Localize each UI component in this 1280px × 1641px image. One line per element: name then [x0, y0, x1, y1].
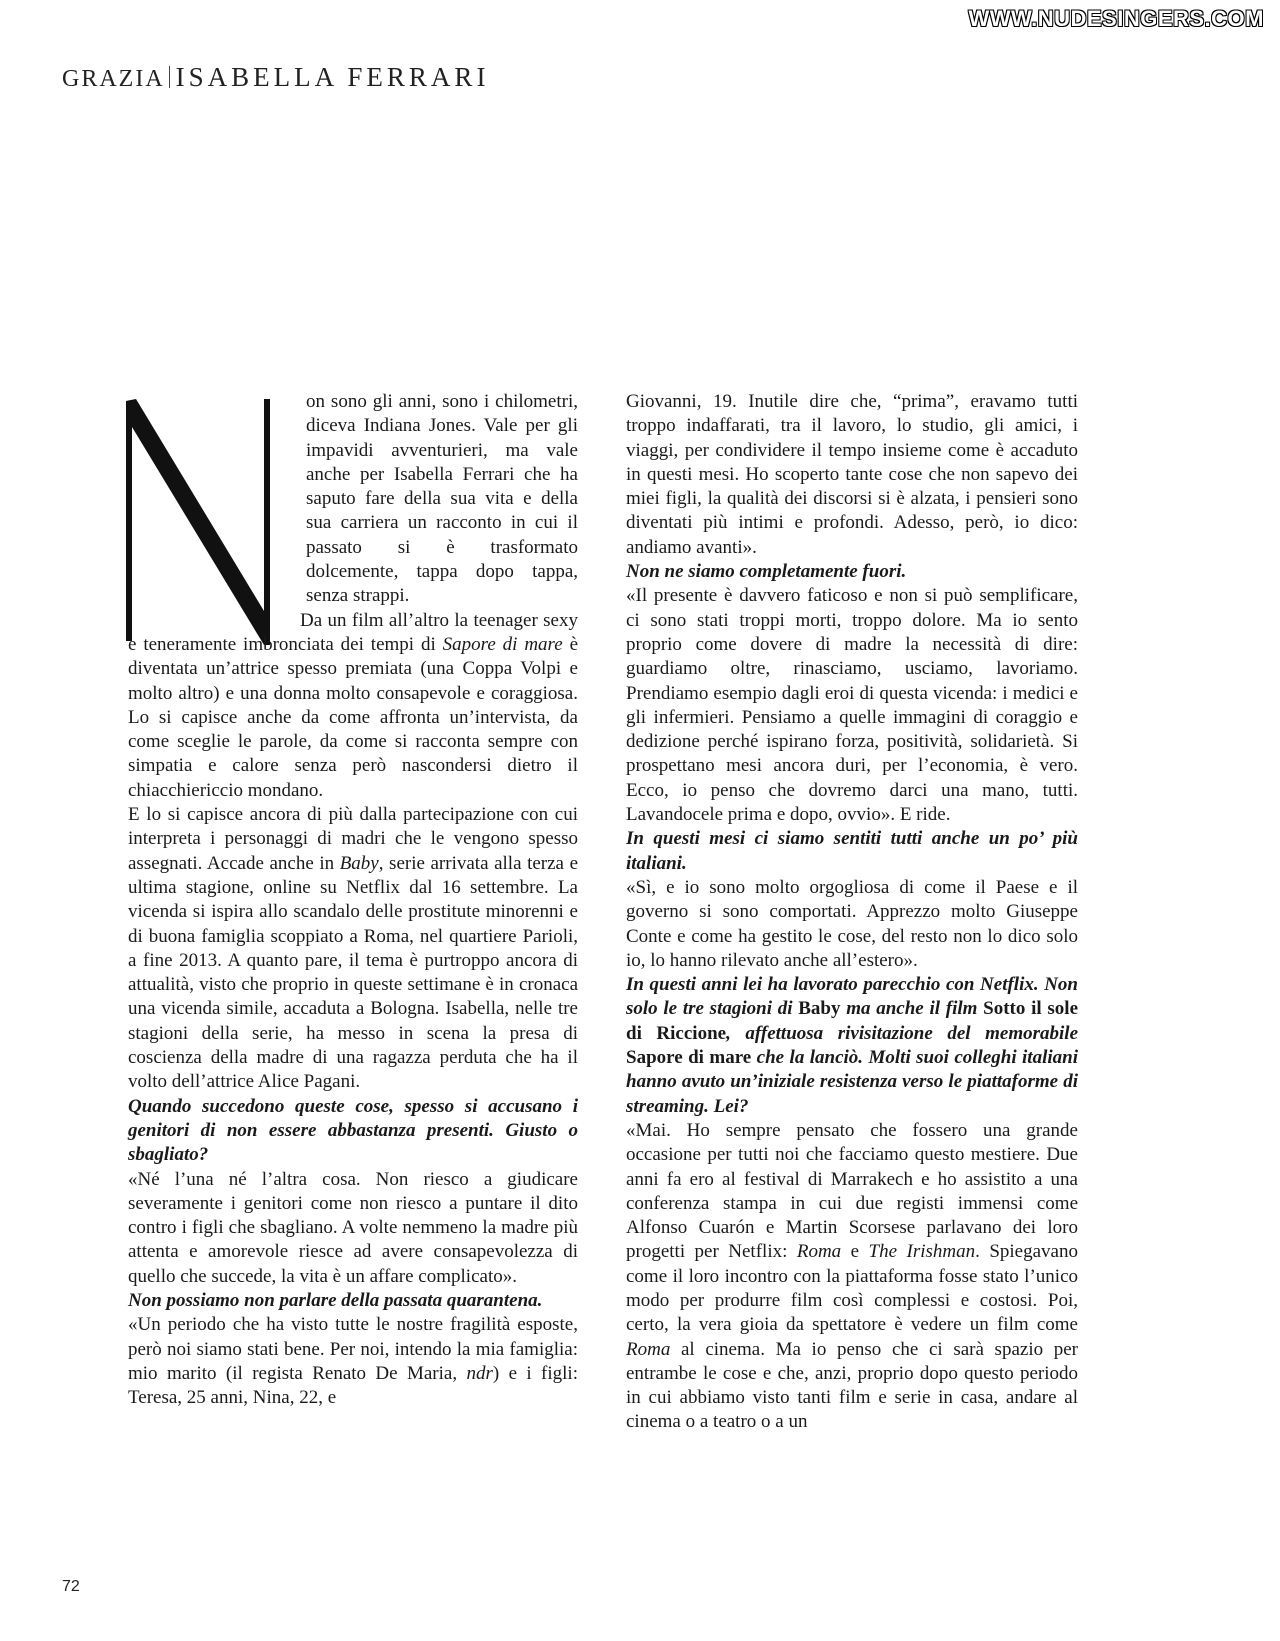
answer-4: «Sì, e io sono molto orgogliosa di come il Paese e il governo si sono comportati. Apprezzo molto Giuseppe Conte e come ha gestito le cose, del resto non lo dico solo io, lo hanno rilevato anche all’estero». [626, 876, 1078, 971]
answer-2: «Un periodo che ha visto tutte le nostre fragilità esposte, però noi siamo stati bene. Per noi, intendo la mia famiglia: mio marito (il regista Renato De Maria, ndr) e i figli: Teresa, 25 anni, Nina, 22, e [128, 1314, 578, 1409]
answer-2-continued: Giovanni, 19. Inutile dire che, “prima”, eravamo tutti troppo indaffarati, tra il lavoro, lo studio, gli amici, i viaggi, per condividere il tempo insieme come è accaduto in questi mesi. Ho scoperto tante cose che non sapevo dei miei figli, la qualità dei discorsi si è alzata, i pensieri sono diventati più intimi e profondi. Adesso, però, io dico: andiamo avanti». [626, 391, 1078, 558]
question-2: Non possiamo non parlare della passata quarantena. [128, 1289, 543, 1311]
paragraph-baby: E lo si capisce ancora di più dalla partecipazione con cui interpreta i personaggi di madri che le vengono spesso assegnati. Accade anche in Baby, serie arrivata alla terza e ultima stagione, online su Netflix dal 16 settembre. La vicenda si ispira allo scandalo delle prostitute minorenni e di buona famiglia scoppiato a Roma, nel quartiere Parioli, a fine 2013. A quanto pare, il tema è purtroppo ancora di attualità, visto che proprio in queste settimane è in cronaca una vicenda simile, accaduta a Bologna. Isabella, nelle tre stagioni della serie, ha messo in scena la presa di coscienza della madre di una ragazza perduta che ha il volto dell’attrice Alice Pagani. [128, 804, 578, 1093]
masthead-divider [169, 66, 170, 88]
right-column [626, 390, 1078, 1435]
watermark-text: WWW.NUDESINGERS.COM [968, 6, 1264, 31]
film-title: Sapore di mare [442, 633, 563, 655]
article-subject-name: ISABELLA FERRARI [175, 62, 490, 92]
page-number: 72 [62, 1578, 80, 1595]
intro-paragraph: on sono gli anni, sono i chilometri, diceva Indiana Jones. Vale per gli impavidi avventurieri, ma vale anche per Isabella Ferrari che ha saputo fare della sua vita e della sua carriera un racconto in cui il passato si è trasformato dolcemente, tappa dopo tappa, senza strappi. [306, 391, 578, 607]
left-column [128, 390, 578, 1410]
answer-3: «Il presente è davvero faticoso e non si può semplificare, ci sono stati troppi morti, troppo dolore. Ma io sento proprio come dovere di madre la necessità di dire: guardiamo oltre, rinasciamo, usciamo, lavoriamo. Prendiamo esempio dagli eroi di questa vicenda: i medici e gli infermieri. Pensiamo a quelle immagini di coraggio e dedizione perché ispirano forza, positività, solidarietà. Si prospettano mesi ancora duri, per l’economia, è vero. Ecco, io penso che dovremo darci una mano, tutti. Lavandocele prima e dopo, ovvio». E ride. [626, 585, 1078, 826]
series-title: Baby [339, 852, 379, 874]
question-4: In questi mesi ci siamo sentiti tutti anche un po’ più italiani. [626, 828, 1078, 874]
question-1: Quando succedono queste cose, spesso si accusano i genitori di non essere abbastanza presenti. Giusto o sbagliato? [128, 1095, 578, 1166]
answer-1: «Né l’una né l’altra cosa. Non riesco a giudicare severamente i genitori come non riesco a puntare il dito contro i figli che sbagliano. A volte nemmeno la madre più attenta e amorevole riesce ad avere consapevolezza di quello che succede, la vita è un affare complicato». [128, 1168, 578, 1287]
question-3: Non ne siamo completamente fuori. [626, 561, 907, 583]
magazine-brand: GRAZIA [62, 66, 165, 92]
masthead [62, 62, 489, 93]
paragraph-career: Da un film all’altro la teenager sexy e teneramente imbronciata dei tempi di Sapore di mare è diventata un’attrice spesso premiata (una Coppa Volpi e molto altro) e una donna molto consapevole e coraggiosa. Lo si capisce anche da come affronta un’intervista, da come sceglie le parole, da come si racconta sempre con simpatia e calore senza però nascondersi dietro il chiacchiericcio mondano. [128, 609, 579, 801]
answer-5: «Mai. Ho sempre pensato che fossero una grande occasione per tutti noi che facciamo questo mestiere. Due anni fa ero al festival di Marrakech e ho assistito a una conferenza stampa in cui due registi immensi come Alfonso Cuarón e Martin Scorsese parlavano dei loro progetti per Netflix: Roma e The Irishman. Spiegavano come il loro incontro con la piattaforma fosse stato l’unico modo per produrre film così complessi e costosi. Poi, certo, la vera gioia da spettatore è vedere un film come Roma al cinema. Ma io penso che ci sarà spazio per entrambe le cose e che, anzi, proprio dopo questo periodo in cui abbiamo visto tanti film e serie in casa, andare al cinema o a teatro o a un [626, 1119, 1078, 1433]
question-5: In questi anni lei ha lavorato parecchio con Netflix. Non solo le tre stagioni di Baby ma anche il film Sotto il sole di Riccione, affettuosa rivisitazione del memorabile Sapore di mare che la lanciò. Molti suoi colleghi italiani hanno avuto un’iniziale resistenza verso le piattaforme di streaming. Lei? [626, 974, 1079, 1117]
